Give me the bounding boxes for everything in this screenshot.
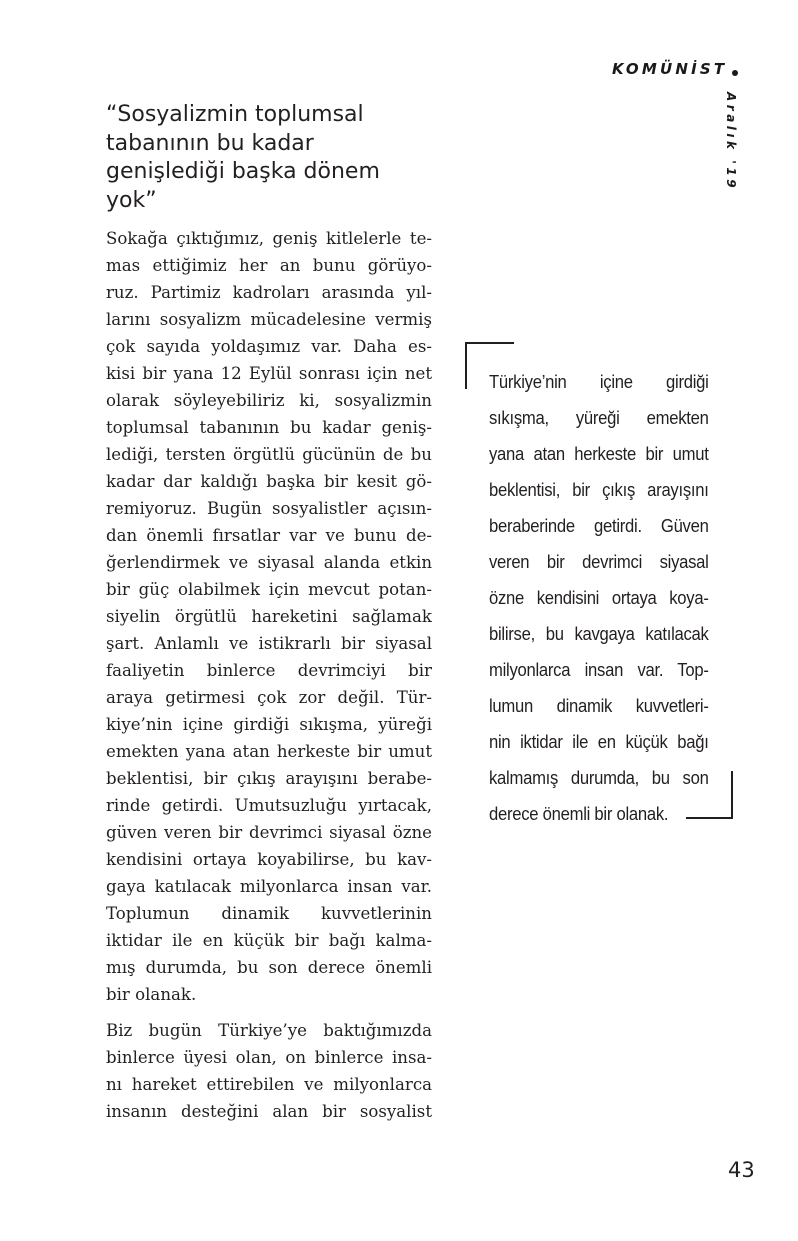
body-line: olarak söyleyebiliriz ki, sosyalizmin xyxy=(106,391,432,410)
body-line: nı hareket ettirebilen ve milyonlarca xyxy=(106,1075,432,1094)
body-line: dan önemli fırsatlar var ve bunu de- xyxy=(106,526,432,545)
pull-quote-line: yana atan herkeste bir umut xyxy=(489,443,709,464)
article-body xyxy=(106,225,432,1134)
body-line: siyelin örgütlü hareketini sağlamak xyxy=(106,607,432,626)
pull-quote-line: derece önemli bir olanak. xyxy=(489,803,669,824)
paragraph-2 xyxy=(106,1017,432,1125)
pull-quote-line: lumun dinamik kuvvetleri- xyxy=(489,695,709,716)
body-line: faaliyetin binlerce devrimciyi bir xyxy=(106,661,432,680)
page-number: 43 xyxy=(728,1158,755,1182)
pull-quote-line: kalmamış durumda, bu son xyxy=(489,767,709,788)
body-line: iktidar ile en küçük bir bağı kalma- xyxy=(106,931,432,950)
pull-quote-line: Türkiye’nin içine girdiği xyxy=(489,371,709,392)
body-line: rinde getirdi. Umutsuzluğu yırtacak, xyxy=(106,796,432,815)
body-line: kisi bir yana 12 Eylül sonrası için net xyxy=(106,364,432,383)
magazine-name: KOMÜNİST xyxy=(612,60,728,78)
body-line: gaya katılacak milyonlarca insan var. xyxy=(106,877,432,896)
body-line: kendisini ortaya koyabilirse, bu kav- xyxy=(106,850,432,869)
body-line: beklentisi, bir çıkış arayışını berabe- xyxy=(106,769,432,788)
headline-line: yok” xyxy=(106,187,157,213)
headline-line: tabanının bu kadar xyxy=(106,130,314,156)
body-line: araya getirmesi çok zor değil. Tür- xyxy=(106,688,432,707)
paragraph-1 xyxy=(106,225,432,1008)
pull-quote-line: beklentisi, bir çıkış arayışını xyxy=(489,479,709,500)
pull-quote-line: veren bir devrimci siyasal xyxy=(489,551,709,572)
bullet-dot-icon xyxy=(732,70,738,76)
pull-quote xyxy=(489,364,709,832)
body-line: Toplumun dinamik kuvvetlerinin xyxy=(106,904,432,923)
body-line: binlerce üyesi olan, on binlerce insa- xyxy=(106,1048,432,1067)
body-line: Sokağa çıktığımız, geniş kitlelerle te- xyxy=(106,229,432,248)
body-line: mış durumda, bu son derece önemli xyxy=(106,958,432,977)
body-line: toplumsal tabanının bu kadar geniş- xyxy=(106,418,432,437)
body-line: emekten yana atan herkeste bir umut xyxy=(106,742,432,761)
quote-bracket-top-left xyxy=(465,342,514,344)
headline-line: genişlediği başka dönem xyxy=(106,159,380,184)
body-line: remiyoruz. Bugün sosyalistler açısın- xyxy=(106,499,432,518)
issue-date: Aralık '19 xyxy=(724,92,738,192)
body-line: ruz. Partimiz kadroları arasında yıl- xyxy=(106,283,432,302)
body-line: bir güç olabilmek için mevcut potan- xyxy=(106,580,432,599)
article-headline xyxy=(106,101,436,215)
body-line: kadar dar kaldığı başka bir kesit gö- xyxy=(106,472,432,491)
body-line: güven veren bir devrimci siyasal özne xyxy=(106,823,432,842)
body-line: insanın desteğini alan bir sosyalist xyxy=(106,1102,432,1121)
headline-line: “Sosyalizmin toplumsal xyxy=(106,102,364,127)
body-line: ğerlendirmek ve siyasal alanda etkin xyxy=(106,553,432,572)
quote-bracket-bottom-right xyxy=(731,771,733,819)
body-line: çok sayıda yoldaşımız var. Daha es- xyxy=(106,337,432,356)
pull-quote-line: milyonlarca insan var. Top- xyxy=(489,659,709,680)
body-line: lediği, tersten örgütlü gücünün de bu xyxy=(106,445,432,464)
body-line: mas ettiğimiz her an bunu görüyo- xyxy=(106,256,432,275)
body-line: bir olanak. xyxy=(106,985,197,1004)
pull-quote-line: sıkışma, yüreği emekten xyxy=(489,407,709,428)
body-line: Biz bugün Türkiye’ye baktığımızda xyxy=(106,1021,432,1040)
quote-bracket-bottom-right xyxy=(686,817,733,819)
body-line: larını sosyalizm mücadelesine vermiş xyxy=(106,310,432,329)
pull-quote-line: özne kendisini ortaya koya- xyxy=(489,587,709,608)
pull-quote-line: beraberinde getirdi. Güven xyxy=(489,515,709,536)
body-line: kiye’nin içine girdiği sıkışma, yüreği xyxy=(106,715,432,734)
pull-quote-line: bilirse, bu kavgaya katılacak xyxy=(489,623,709,644)
quote-bracket-top-left xyxy=(465,342,467,389)
body-line: şart. Anlamlı ve istikrarlı bir siyasal xyxy=(106,634,432,653)
pull-quote-line: nin iktidar ile en küçük bağı xyxy=(489,731,709,752)
